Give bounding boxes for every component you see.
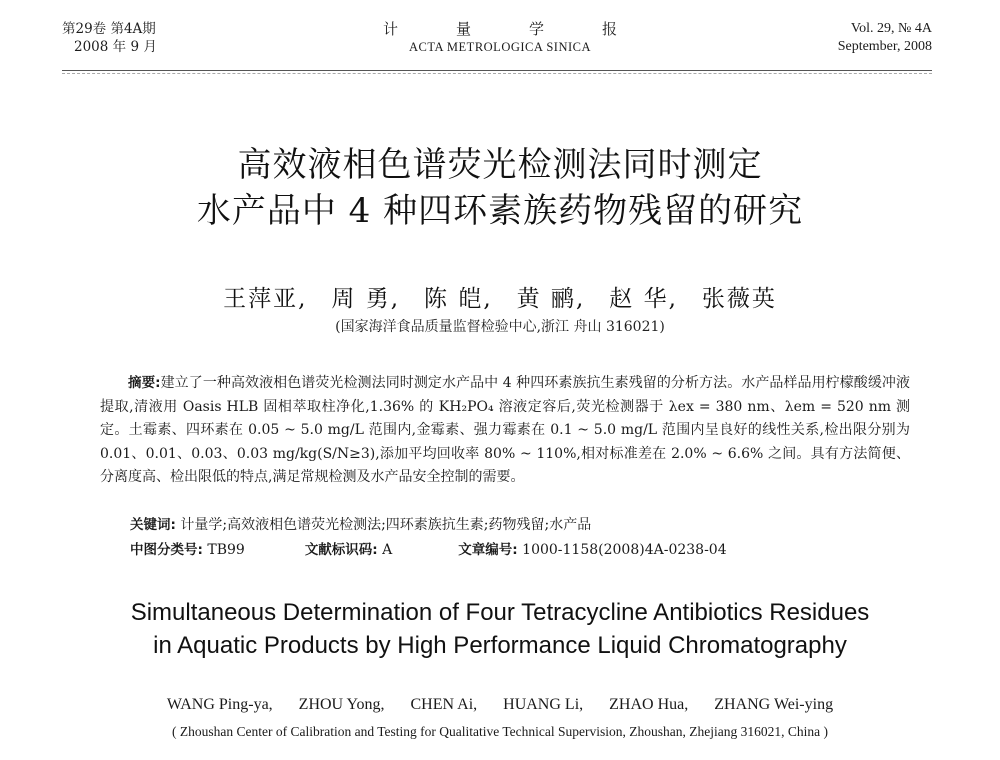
author-en: WANG Ping-ya, — [166, 696, 273, 713]
classification-line — [130, 538, 727, 558]
header-left — [62, 20, 157, 56]
doc-code-label: 文献标识码: — [304, 542, 378, 558]
author-cn: 王萍亚, — [223, 286, 308, 312]
article-number-label: 文章编号: — [458, 542, 518, 558]
affiliation-cn: (国家海洋食品质量监督检验中心,浙江 舟山 316021) — [335, 319, 665, 335]
authors-en — [60, 696, 940, 714]
header-right — [838, 20, 932, 56]
author-cn: 赵 华, — [609, 286, 678, 312]
header-date-en: September, 2008 — [837, 39, 932, 54]
author-cn: 张薇英 — [701, 286, 777, 312]
header-rule-secondary — [62, 73, 932, 74]
abstract — [100, 372, 910, 490]
title-en — [60, 596, 940, 662]
header-rule — [62, 70, 932, 71]
title-cn-line-1: 高效液相色谱荧光检测法同时测定 — [237, 145, 763, 185]
header-volume-en: Vol. 29, № 4A — [850, 21, 932, 36]
author-en: CHEN Ai, — [410, 696, 478, 713]
authors-cn — [60, 280, 940, 313]
author-cn: 黄 鹂, — [516, 286, 586, 312]
author-en: ZHAO Hua, — [609, 696, 689, 713]
title-cn-line-2: 水产品中 4 种四环素族药物残留的研究 — [196, 191, 804, 231]
author-cn: 周 勇, — [331, 286, 401, 312]
header-date-cn: 2008 年 9 月 — [74, 39, 157, 55]
affiliation-en: ( Zhoushan Center of Calibration and Testing for Qualitative Technical Supervision, Zhoushan, Zhejiang 316021, China ) — [172, 724, 828, 739]
journal-name-en: ACTA METROLOGICA SINICA — [408, 40, 592, 54]
author-en: ZHOU Yong, — [298, 696, 385, 713]
keywords — [130, 513, 591, 534]
keywords-text: 计量学;高效液相色谱荧光检测法;四环素族抗生素;药物残留;水产品 — [180, 517, 592, 533]
author-en: ZHANG Wei-ying — [714, 696, 834, 713]
article-number-value: 1000-1158(2008)4A-0238-04 — [522, 542, 727, 558]
keywords-label: 关键词: — [130, 517, 176, 533]
abstract-label: 摘要: — [128, 375, 161, 391]
clc-value: TB99 — [207, 542, 245, 558]
clc-label: 中图分类号: — [130, 542, 203, 558]
journal-name-cn: 计量学报 — [382, 20, 675, 38]
doc-code-value: A — [382, 542, 393, 558]
author-en: HUANG Li, — [503, 696, 584, 713]
abstract-text: 建立了一种高效液相色谱荧光检测法同时测定水产品中 4 种四环素族抗生素残留的分析方法。水产品样品用柠檬酸缓冲液提取,清液用 Oasis HLB 固相萃取柱净化,1.36% 的 KH₂PO₄ 溶液定容后,荧光检测器于 λex = 380 nm、λem = 520 nm 测定。土霉素、四环素在 0.05 ~ 5.0 mg/L 范围内,金霉素、强力霉素在 0.1 ~ 5.0 mg/L 范围内呈良好的线性关系,检出限分别为 0.01、0.01、0.03、0.03 mg/kg(S/N≥3),添加平均回收率 80% ~ 110%,相对标准差在 2.0% ~ 6.6% 之间。具有方法简便、分离度高、检出限低的特点,满足常规检测及水产品安全控制的需要。 — [100, 375, 910, 486]
author-cn: 陈 皑, — [424, 286, 493, 312]
header-center — [320, 20, 680, 56]
title-en-line-2: in Aquatic Products by High Performance Liquid Chromatography — [153, 632, 847, 659]
header-volume-cn: 第29卷 第4A期 — [62, 21, 156, 37]
title-cn — [60, 142, 940, 234]
title-en-line-1: Simultaneous Determination of Four Tetracycline Antibiotics Residues — [130, 599, 870, 626]
